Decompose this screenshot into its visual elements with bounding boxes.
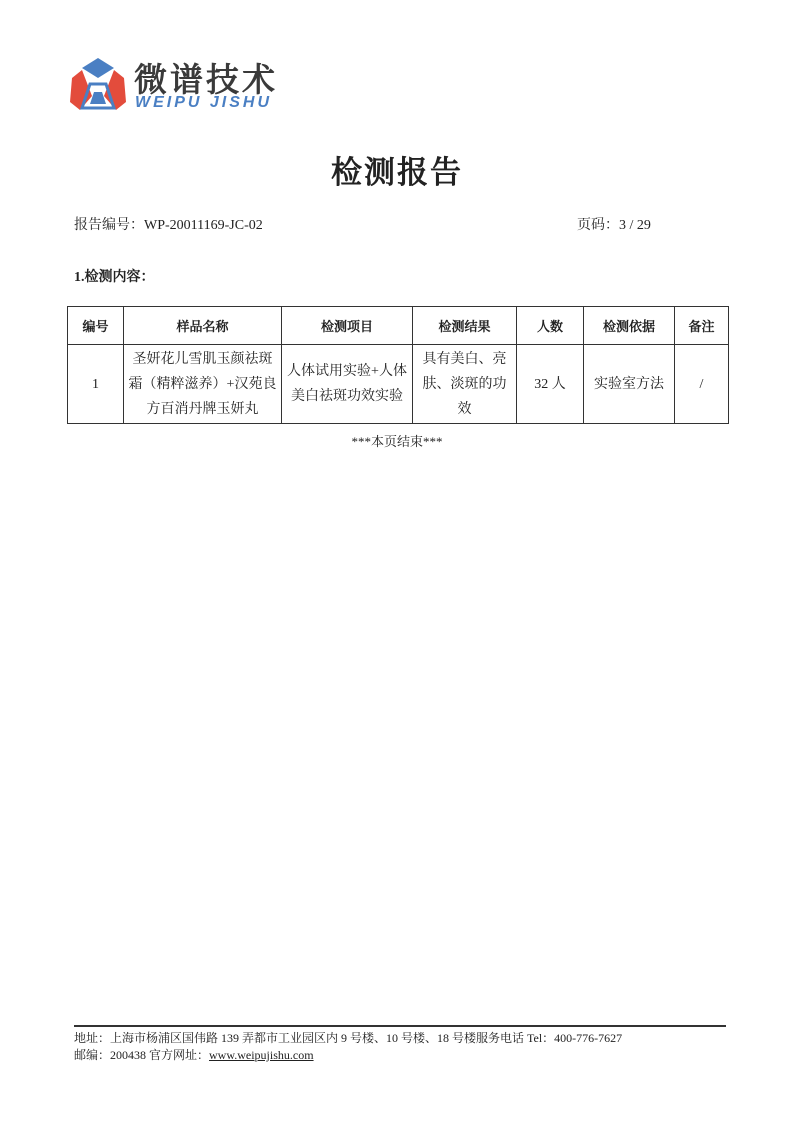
table-row bbox=[68, 345, 729, 424]
test-content-table bbox=[67, 306, 729, 424]
table-header-row bbox=[68, 307, 729, 345]
website-link[interactable]: www.weipujishu.com bbox=[209, 1048, 314, 1062]
section-title: 1.检测内容： bbox=[74, 270, 155, 285]
header-test-basis: 检测依据 bbox=[584, 307, 675, 345]
cell-test-result: 具有美白、亮肤、淡斑的功效 bbox=[413, 345, 517, 424]
header-test-item: 检测项目 bbox=[282, 307, 413, 345]
page-title: 检测报告 bbox=[331, 155, 463, 191]
header-sample-name: 样品名称 bbox=[124, 307, 282, 345]
header-remark: 备注 bbox=[675, 307, 729, 345]
page-end-marker: ***本页结束*** bbox=[351, 434, 443, 449]
logo-name-cn: 微谱技术 bbox=[134, 60, 278, 99]
cell-test-item: 人体试用实验+人体美白祛斑功效实验 bbox=[282, 345, 413, 424]
report-number-value: WP-20011169-JC-02 bbox=[144, 218, 263, 233]
logo-emblem-icon bbox=[68, 56, 128, 112]
cell-test-basis: 实验室方法 bbox=[584, 345, 675, 424]
company-logo bbox=[68, 52, 298, 118]
footer-contact bbox=[74, 1046, 314, 1063]
report-number bbox=[74, 214, 263, 234]
header-number: 编号 bbox=[68, 307, 124, 345]
header-participants: 人数 bbox=[517, 307, 584, 345]
page-number-value: 3 / 29 bbox=[619, 218, 651, 233]
footer-divider bbox=[74, 1025, 726, 1027]
header-test-result: 检测结果 bbox=[413, 307, 517, 345]
page-number bbox=[577, 214, 651, 234]
cell-remark: / bbox=[675, 345, 729, 424]
logo-name-en: WEIPU JISHU bbox=[135, 94, 273, 111]
page-number-label: 页码： bbox=[577, 218, 619, 233]
report-number-label: 报告编号： bbox=[74, 218, 144, 233]
footer-postcode: 邮编：200438 官方网址： bbox=[74, 1048, 210, 1062]
footer-address: 地址：上海市杨浦区国伟路 139 弄都市工业园区内 9 号楼、10 号楼、18 号楼服务电话 Tel：400-776-7627 bbox=[74, 1031, 623, 1045]
cell-number: 1 bbox=[68, 345, 124, 424]
cell-participants: 32 人 bbox=[517, 345, 584, 424]
cell-sample-name: 圣妍花儿雪肌玉颜祛斑霜（精粹滋养）+汉苑良方百消丹牌玉妍丸 bbox=[124, 345, 282, 424]
